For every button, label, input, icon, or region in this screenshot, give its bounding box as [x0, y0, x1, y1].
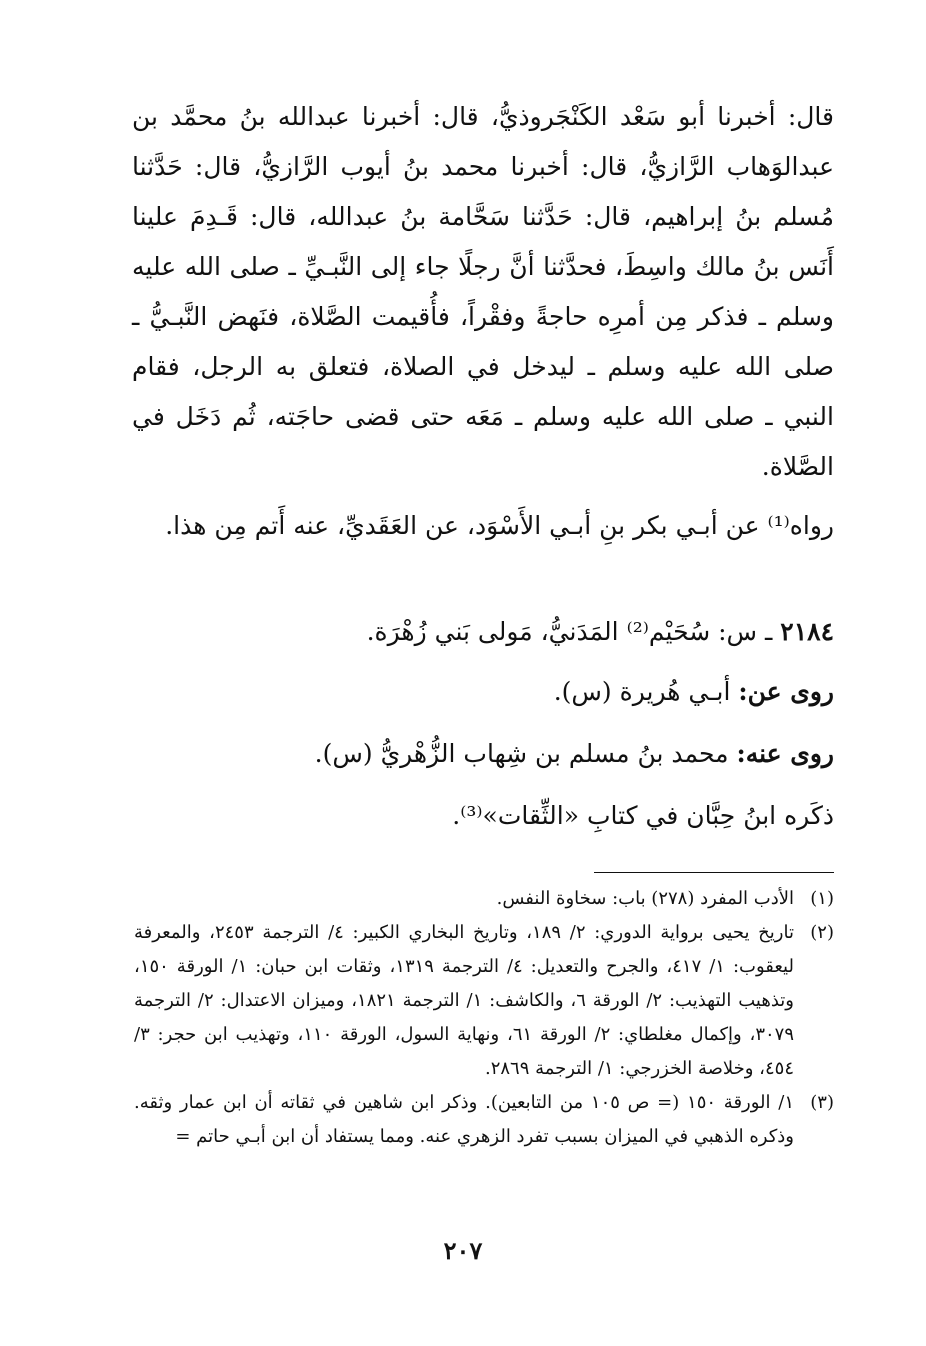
- entry-number: ٢١٨٤: [780, 617, 834, 646]
- footnote-text: ١/ الورقة ١٥٠ (= ص ١٠٥ من التابعين). وذكر ابن شاهين في ثقاته أن ابن عمار وثقه. وذكره الذهبي في الميزان بسبب تفرد الزهري عنه. ومما يستفاد أن ابن أبـي حاتم =: [134, 1092, 795, 1147]
- narrated-by-value: محمد بنُ مسلم بن شِهاب الزُّهْريُّ (س).: [314, 739, 729, 768]
- narrated-from-value: أبـي هُريرة (س).: [553, 677, 731, 706]
- narrated-by-label: روى عنه:: [736, 739, 834, 768]
- footnote-item: [134, 882, 834, 916]
- footnote-text: الأدب المفرد (٢٧٨) باب: سخاوة النفس.: [496, 888, 794, 909]
- footnote-number: (١): [810, 888, 834, 909]
- footnote-number: (٣): [810, 1092, 834, 1113]
- footnote-number: (٢): [810, 922, 834, 943]
- narrated-by-line: [194, 734, 834, 774]
- footnote-text: تاريخ يحيى برواية الدوري: ٢/ ١٨٩، وتاريخ البخاري الكبير: ٤/ الترجمة ٢٤٥٣، والمعرفة ليعقوب: ١/ ٤١٧، والجرح والتعديل: ٤/ الترجمة ١٣١٩، وثقات ابن حبان: ١/ الورقة ١٥٠، وتذهيب التهذيب: ٢/ الورقة ٦، والكاشف: ١/ الترجمة ١٨٢١، وميزان الاعتدال: ٢/ الترجمة ٣٠٧٩، وإكمال مغلطاي: ٢/ الورقة ٦١، ونهاية السول، الورقة ١١٠، وتهذيب ابن حجر: ٣/ ٤٥٤، وخلاصة الخزرجي: ١/ الترجمة ٢٨٦٩.: [134, 922, 795, 1079]
- footnote-divider: [594, 872, 834, 873]
- narrated-from-line: [194, 672, 834, 712]
- narrated-from-label: روى عن:: [738, 677, 834, 706]
- main-paragraph: قال: أخبرنا أبو سَعْد الكَنْجَروذيُّ، قال: أخبرنا عبدالله بنُ محمَّد بن عبدالوَهاب الرَّازيُّ، قال: أخبرنا محمد بنُ أيوب الرَّازيُّ، قال: حَدَّثنا مُسلم بنُ إبراهيم، قال: حَدَّثنا سَحَّامة بنُ عبدالله، قال: قَـدِمَ علينا أَنَس بنُ مالك واسِطَ، فحدَّثنا أنَّ رجلًا جاء إلى النَّبـيِّ ـ صلى الله عليه وسلم ـ فذكر مِن أمرِه حاجةً وفقْراً، فأُقيمت الصَّلاة، فنَهض النَّبـيُّ ـ صلى الله عليه وسلم ـ ليدخل في الصلاة، فتعلق به الرجل، فقام النبي ـ صلى الله عليه وسلم ـ مَعَه حتى قضى حاجَته، ثُم دَخَل في الصَّلاة.: [132, 102, 834, 481]
- narration-paragraph: رواه⁽¹⁾ عن أبـي بكر بنِ أبـي الأَسْوَد، عن العَقَديِّ، عنه أَتم مِن هذا.: [165, 511, 834, 540]
- ibn-hibban-line: ذكَره ابنُ حِبَّان في كتابِ «الثِّقات»⁽³⁾.: [452, 801, 834, 830]
- footnote-item: [134, 1086, 834, 1154]
- footnote-item: [134, 916, 834, 1086]
- page-number: ٢٠٧: [443, 1236, 483, 1265]
- entry-heading: [194, 612, 834, 652]
- entry-heading-text: ـ س: سُحَيْم⁽²⁾ المَدَنيُّ، مَولى بَني زُهْرَة.: [366, 617, 773, 646]
- footnotes: [134, 882, 834, 1154]
